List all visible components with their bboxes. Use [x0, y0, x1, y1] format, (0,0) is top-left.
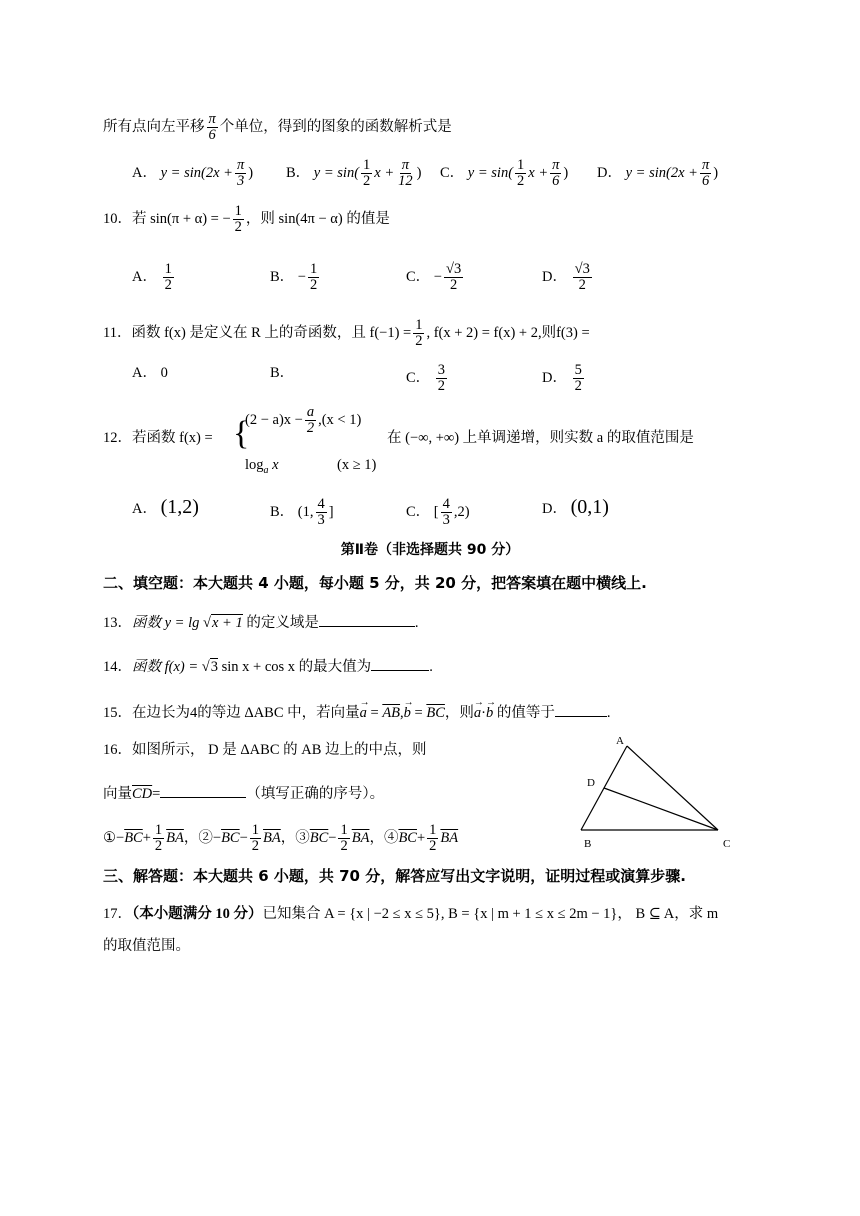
q12-tail: 在 (−∞, +∞) 上单调递增，则实数 a 的取值范围是 — [387, 430, 694, 446]
q15-answer-blank[interactable] — [555, 702, 607, 717]
q17-line2: 的取值范围。 — [103, 938, 190, 954]
q11-stem: 11．函数 f(x) 是定义在 R 上的奇函数，且 f(−1) = $\frac{1}{2}$ , f(x + 2) = f(x) + 2,则f(3) = — [103, 317, 590, 350]
q17-line1: 17．（本小题满分 10 分）已知集合 A = {x | −2 ≤ x ≤ 5}, B = {x | m + 1 ≤ x ≤ 2m − 1}， B ⊆ A，求 m — [103, 906, 719, 922]
q16-choice-1: $①-\overline{BC}+$ $\frac{1}{2}$ $\overline{BA}$， — [103, 822, 199, 855]
section2-heading: 二、填空题：本大题共 4 小题，每小题 5 分，共 20 分，把答案填在题中横线上. — [103, 574, 647, 592]
vertex-c-label: C — [723, 838, 731, 850]
q11-option-b: B． — [270, 365, 295, 381]
q12-case-2-condition: (x ≥ 1) — [337, 457, 377, 473]
section3-heading: 三、解答题：本大题共 6 小题，共 70 分，解答应写出文字说明，证明过程或演算步骤. — [103, 867, 686, 885]
q10-option-b: B． − $\frac{1}{2}$ — [270, 261, 318, 294]
q12-option-d: D． (0,1) — [542, 496, 609, 518]
q13: 13．函数 y = lg √x + 1 的定义域是 . — [103, 612, 418, 633]
q9-option-d: D． y = sin(2x + $\frac{\pi}{6}$ ) — [597, 157, 719, 190]
q9-lead: 所有点向左平移 — [103, 119, 205, 136]
q10-option-a: A． $\frac{1}{2}$ — [132, 261, 172, 294]
q16-line2: 向量$\overline{CD}=$ （填写正确的序号）。 — [103, 783, 384, 804]
q16-choice-4: $④\overline{BC}+$ $\frac{1}{2}$ $\overline{BA}$ — [383, 822, 459, 855]
q16-line1: 16．如图所示， D 是 ΔABC 的 AB 边上的中点，则 — [103, 742, 427, 758]
q10-option-d: D． $\frac{√3}{2}$ — [542, 261, 590, 294]
vertex-a-label: A — [616, 735, 624, 747]
q11-option-a: A． 0 — [132, 365, 168, 381]
point-d-label: D — [587, 777, 595, 789]
q12-case-2: $\log_a x$ — [245, 457, 279, 476]
q9-option-c: C． y = sin( $\frac{1}{2}$ x + $\frac{\pi}{6}$ ) — [440, 157, 569, 190]
part2-title: 第Ⅱ卷（非选择题共 90 分） — [340, 542, 520, 558]
q14: 14．函数 f(x) = √3 sin x + cos x 的最大值为 . — [103, 656, 433, 677]
q11-option-c: C． $\frac{3}{2}$ — [406, 362, 446, 395]
segment-cd — [604, 788, 718, 830]
q16-choice-2: $②-\overline{BC}-$ $\frac{1}{2}$ $\overline{BA}$， — [198, 822, 296, 855]
q12-option-a: A． (1,2) — [132, 496, 199, 518]
q12-option-b: B． (1, $\frac{4}{3}$ ] — [270, 496, 334, 529]
q11-option-d: D． $\frac{5}{2}$ — [542, 362, 582, 395]
vertex-b-label: B — [584, 838, 592, 850]
q14-answer-blank[interactable] — [371, 656, 429, 671]
q9-fraction: $\frac{\pi}{6}$ — [208, 111, 216, 144]
q9-tail: 个单位，得到的图象的函数解析式是 — [219, 119, 452, 136]
q16-answer-blank[interactable] — [160, 783, 246, 798]
q13-answer-blank[interactable] — [319, 612, 415, 627]
q9-stem — [103, 112, 452, 143]
q10-stem: 10．若 sin(π + α) = − $\frac{1}{2}$ ，则 sin(4π − α) 的值是 — [103, 203, 390, 236]
q16-choices — [103, 823, 458, 854]
q12-option-c: C． [ $\frac{4}{3}$ ,2) — [406, 496, 470, 529]
q10-option-c: C． − $\frac{√3}{2}$ — [406, 261, 462, 294]
side-ac — [627, 746, 718, 830]
q12-case-1: (2 − a)x − $\frac{a}{2}$ ,(x < 1) — [245, 404, 362, 437]
q12-brace: { — [233, 415, 250, 452]
q16-choice-3: $③\overline{BC}-$ $\frac{1}{2}$ $\overline{BA}$， — [295, 822, 384, 855]
triangle-figure — [570, 730, 740, 855]
q15: 15．在边长为4的等边 ΔABC 中，若向量→ $a = \overline{AB},\to b = \overline{BC}$，则→ a·→ b 的值等于 . — [103, 702, 610, 723]
q12-label: 12．若函数 f(x) = — [103, 430, 213, 446]
q9-option-b: B． y = sin( $\frac{1}{2}$ x + $\frac{\pi}{12}$ ) — [286, 157, 422, 190]
q9-option-a: A． y = sin(2x + $\frac{\pi}{3}$ ) — [132, 157, 254, 190]
